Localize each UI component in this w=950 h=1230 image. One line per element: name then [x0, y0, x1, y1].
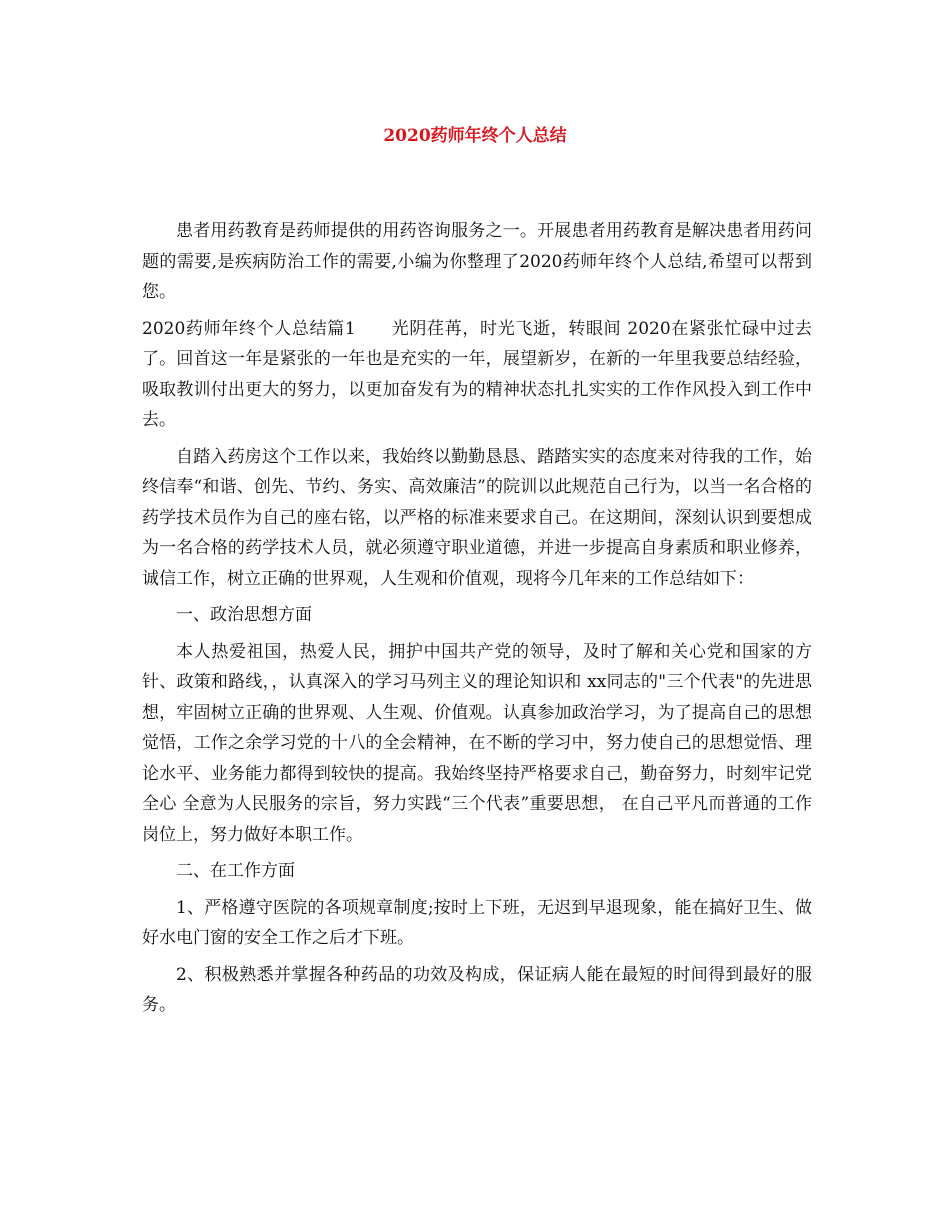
document-body — [142, 216, 812, 1021]
paragraph-work-item-2: 2、积极熟悉并掌握各种药品的功效及构成，保证病人能在最短的时间得到最好的服务。 — [142, 964, 812, 1015]
paragraph-work-item-1: 1、严格遵守医院的各项规章制度;按时上下班，无迟到早退现象，能在搞好卫生、做好水电门窗的安全工作之后才下班。 — [142, 897, 812, 948]
heading-political-thought: 一、政治思想方面 — [176, 605, 312, 625]
paragraph-intro: 患者用药教育是药师提供的用药咨询服务之一。开展患者用药教育是解决患者用药问题的需要,是疾病防治工作的需要,小编为你整理了2020药师年终个人总结,希望可以帮到您。 — [142, 221, 812, 302]
heading-work-aspects: 二、在工作方面 — [176, 861, 295, 881]
document-title: 2020药师年终个人总结 — [383, 126, 567, 146]
paragraph-political-thought: 本人热爱祖国，热爱人民，拥护中国共产党的领导，及时了解和关心党和国家的方针、政策和路线，，认真深入的学习马列主义的理论知识和 xx同志的"三个代表"的先进思想，牢固树立正确的世界观、人生观、价值观。认真参加政治学习，为了提高自己的思想觉悟，工作之余学习党的十八的全会精神，在不断的学习中，努力使自己的思想觉悟、理论水平、业务能力都得到较快的提高。我始终坚持严格要求自己，勤奋努力，时刻牢记党全心 全意为人民服务的宗旨，努力实践“三个代表”重要思想， 在自己平凡而普通的工作岗位上，努力做好本职工作。 — [142, 641, 812, 845]
paragraph-section-1-opening: 2020药师年终个人总结篇1 光阴荏苒，时光飞逝，转眼间 2020在紧张忙碌中过去了。回首这一年是紧张的一年也是充实的一年，展望新岁，在新的一年里我要总结经验，吸取教训付出更大的努力，以更加奋发有为的精神状态扎扎实实的工作作风投入到工作中去。 — [142, 318, 812, 430]
paragraph-work-attitude: 自踏入药房这个工作以来，我始终以勤勤恳恳、踏踏实实的态度来对待我的工作，始终信奉“和谐、创先、节约、务实、高效廉洁”的院训以此规范自己行为，以当一名合格的药学技术员作为自己的座右铭，以严格的标准来要求自己。在这期间，深刻认识到要想成为一名合格的药学技术人员，就必须遵守职业道德，并进一步提高自身素质和职业修养，诚信工作，树立正确的世界观，人生观和价值观，现将今几年来的工作总结如下： — [142, 446, 812, 589]
